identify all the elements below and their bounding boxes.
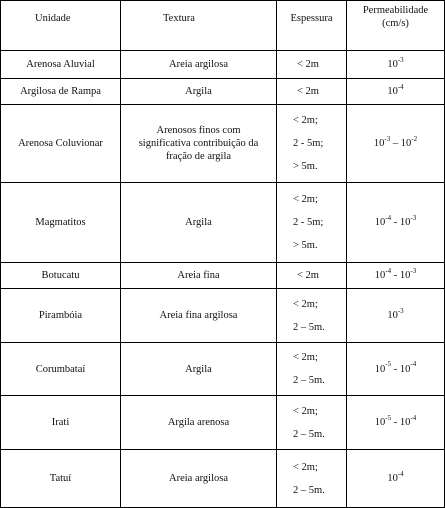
table-row <box>1 79 445 105</box>
perm-exponent: -4 <box>397 469 404 478</box>
cell-espessura <box>277 289 347 343</box>
textura-line: Argila <box>185 217 212 228</box>
table-row <box>1 396 445 450</box>
perm-base: 10 <box>374 270 386 281</box>
header-permeabilidade-label: Permeabilidade <box>362 5 429 16</box>
perm-exponent: -4 <box>410 360 417 368</box>
perm-separator: - <box>391 417 400 428</box>
perm-base: 10 <box>387 310 398 321</box>
perm-base: 10 <box>399 217 411 228</box>
perm-base: 10 <box>374 417 386 428</box>
cell-unidade: Irati <box>1 396 121 450</box>
cell-espessura <box>277 51 347 79</box>
textura-line: Argila <box>185 86 212 97</box>
perm-exponent: -5 <box>385 360 392 368</box>
perm-base: 10 <box>373 138 385 149</box>
cell-textura <box>121 450 277 508</box>
cell-unidade: Tatuí <box>1 450 121 508</box>
perm-exponent: -3 <box>397 306 404 315</box>
perm-separator: - <box>391 217 400 228</box>
perm-exponent: -4 <box>410 413 417 422</box>
cell-textura <box>121 51 277 79</box>
textura-line: Argila arenosa <box>167 417 230 428</box>
textura-line: significativa contribuição da <box>138 138 259 149</box>
cell-unidade: Botucatu <box>1 263 121 289</box>
cell-espessura <box>277 105 347 183</box>
perm-exponent: -3 <box>384 134 391 143</box>
perm-separator: – <box>390 138 401 149</box>
header-permeabilidade <box>347 1 445 51</box>
perm-base: 10 <box>374 217 386 228</box>
cell-espessura <box>277 263 347 289</box>
header-unidade: Unidade <box>1 1 121 51</box>
cell-textura <box>121 105 277 183</box>
table-row <box>1 51 445 79</box>
table-row <box>1 450 445 508</box>
espessura-line: 2 – 5m. <box>293 321 325 333</box>
espessura-line: < 2m; <box>293 194 318 205</box>
espessura-line: 2 – 5m. <box>293 375 325 386</box>
cell-unidade: Arenosa Aluvial <box>1 51 121 79</box>
espessura-line: < 2m <box>297 59 319 70</box>
cell-permeabilidade <box>347 289 445 343</box>
cell-unidade: Argilosa de Rampa <box>1 79 121 105</box>
perm-exponent: -4 <box>397 82 404 91</box>
cell-permeabilidade <box>347 450 445 508</box>
header-espessura: Espessura <box>277 1 347 51</box>
espessura-line: 2 - 5m; <box>293 138 324 149</box>
perm-base: 10 <box>400 138 412 149</box>
perm-separator: - <box>391 363 400 375</box>
cell-espessura <box>277 183 347 263</box>
cell-espessura <box>277 79 347 105</box>
table-header-row <box>1 1 445 51</box>
cell-permeabilidade <box>347 396 445 450</box>
perm-exponent: -4 <box>385 266 392 275</box>
perm-exponent: -2 <box>411 134 418 143</box>
espessura-line: < 2m; <box>293 461 318 473</box>
perm-exponent: -3 <box>410 266 417 275</box>
cell-unidade: Corumbataí <box>1 343 121 396</box>
perm-base: 10 <box>387 59 398 70</box>
cell-textura <box>121 183 277 263</box>
textura-line: fração de argila <box>165 151 232 162</box>
cell-unidade: Magmatitos <box>1 183 121 263</box>
table-row <box>1 183 445 263</box>
perm-base: 10 <box>399 363 411 375</box>
perm-base: 10 <box>387 86 398 97</box>
header-textura: Textura <box>121 1 277 51</box>
cell-espessura <box>277 343 347 396</box>
perm-exponent: -4 <box>385 213 392 222</box>
textura-line: Areia fina <box>177 270 220 281</box>
espessura-line: 2 – 5m. <box>293 428 325 440</box>
header-permeabilidade-unit: (cm/s) <box>382 18 409 29</box>
cell-permeabilidade <box>347 79 445 105</box>
table-row <box>1 105 445 183</box>
textura-line: Areia argilosa <box>169 59 228 70</box>
espessura-line: < 2m; <box>293 405 318 417</box>
perm-exponent: -3 <box>410 213 417 222</box>
textura-line: Areia fina argilosa <box>159 310 238 321</box>
cell-permeabilidade <box>347 183 445 263</box>
cell-unidade: Arenosa Coluvionar <box>1 105 121 183</box>
cell-textura <box>121 343 277 396</box>
table-row <box>1 289 445 343</box>
cell-unidade: Pirambóia <box>1 289 121 343</box>
espessura-line: < 2m; <box>293 352 318 363</box>
cell-permeabilidade <box>347 51 445 79</box>
cell-textura <box>121 289 277 343</box>
espessura-line: 2 – 5m. <box>293 484 325 496</box>
textura-line: Areia argilosa <box>169 473 228 484</box>
perm-base: 10 <box>374 363 386 375</box>
cell-espessura <box>277 450 347 508</box>
espessura-line: > 5m. <box>293 161 318 172</box>
cell-permeabilidade <box>347 343 445 396</box>
table-row <box>1 263 445 289</box>
cell-espessura <box>277 396 347 450</box>
textura-line: Arenosos finos com <box>156 125 241 136</box>
perm-exponent: -3 <box>397 55 404 64</box>
perm-exponent: -5 <box>385 413 392 422</box>
cell-permeabilidade <box>347 263 445 289</box>
espessura-line: 2 - 5m; <box>293 217 324 228</box>
cell-textura <box>121 263 277 289</box>
cell-textura <box>121 79 277 105</box>
cell-permeabilidade <box>347 105 445 183</box>
espessura-line: < 2m <box>297 270 319 281</box>
perm-base: 10 <box>387 473 398 484</box>
espessura-line: < 2m; <box>293 115 318 126</box>
espessura-line: > 5m. <box>293 240 318 251</box>
perm-base: 10 <box>399 270 411 281</box>
textura-line: Argila <box>185 363 212 375</box>
cell-textura <box>121 396 277 450</box>
perm-separator: - <box>391 270 400 281</box>
table-row <box>1 343 445 396</box>
espessura-line: < 2m; <box>293 298 318 310</box>
perm-base: 10 <box>399 417 411 428</box>
espessura-line: < 2m <box>297 86 319 97</box>
